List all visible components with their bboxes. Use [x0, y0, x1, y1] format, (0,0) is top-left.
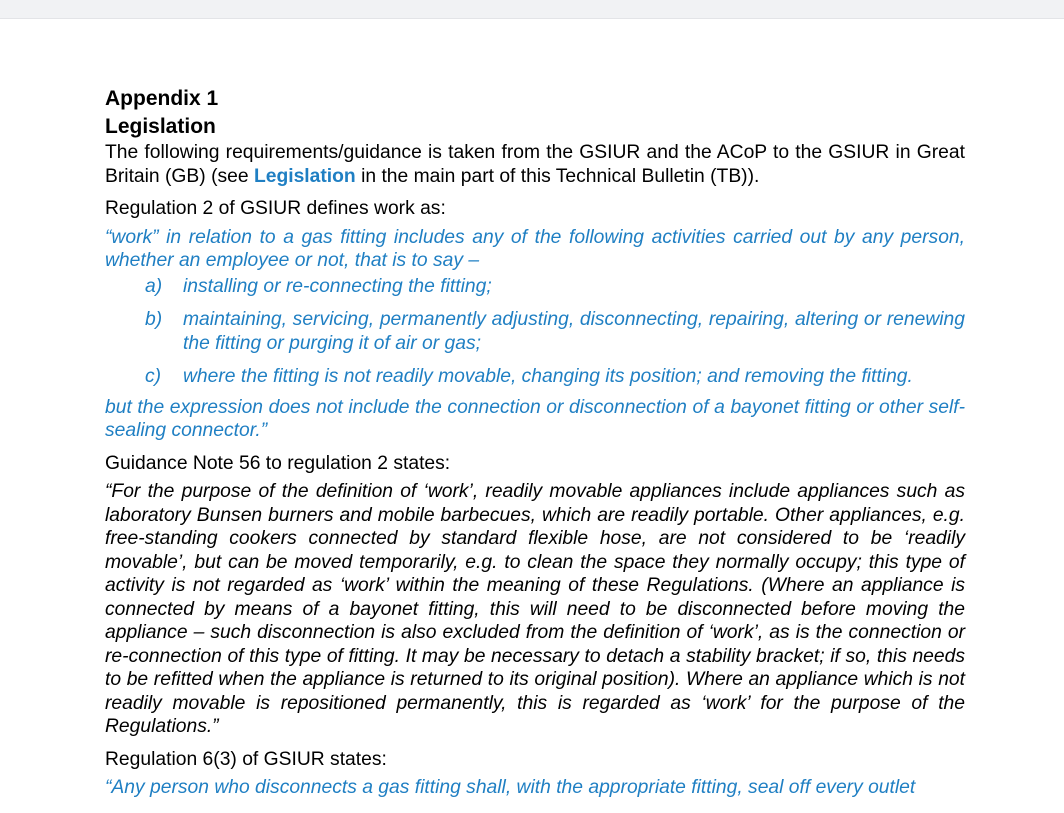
list-marker: b): [145, 309, 163, 330]
reg2-tail: but the expression does not include the connection or disconnection of a bayonet fitting or other self-sealing connector.”: [105, 396, 965, 441]
reg6-quote: “Any person who disconnects a gas fitting shall, with the appropriate fitting, seal off every outlet: [105, 777, 916, 798]
list-item: [105, 275, 965, 299]
viewer-toolbar: [0, 0, 1064, 19]
reg2-heading: Regulation 2 of GSIUR defines work as:: [105, 198, 446, 219]
list-item: [105, 308, 965, 355]
legislation-link[interactable]: Legislation: [253, 165, 356, 187]
list-marker: c): [145, 366, 162, 387]
list-item-text: installing or re-connecting the fitting;: [183, 275, 492, 297]
guidance-heading: Guidance Note 56 to regulation 2 states:: [105, 452, 451, 474]
appendix-heading: Appendix 1: [105, 87, 219, 110]
intro-text-2: in the main part of this Technical Bulletin (TB)).: [355, 165, 760, 187]
list-item: [105, 365, 965, 389]
reg2-quote: “work” in relation to a gas fitting includes any of the following activities carried out by any person, whether an employee or not, that is to say –: [105, 226, 965, 271]
list-marker: a): [145, 275, 163, 297]
document-page: [0, 19, 1064, 813]
reg2-list: [105, 275, 965, 389]
intro-paragraph: [105, 141, 965, 188]
guidance-quote: “For the purpose of the definition of ‘work’, readily movable appliances include appliances such as laboratory Bunsen burners and mobile barbecues, which are readily portable. Other appliances, e.g. free-standing cookers connected by standard flexible hose, are not considered to be ‘readily movable’, but can be moved temporarily, e.g. to clean the space they normally occupy; this type of activity is not regarded as ‘work’ within the meaning of these Regulations. (Where an appliance is connected by means of a bayonet fitting, this will need to be disconnected before moving the appliance – such disconnection is also excluded from the definition of ‘work’, as is the connection or re-connection of this type of fitting. It may be necessary to detach a stability bracket; if so, this needs to be refitted when the appliance is returned to its original position). Where an appliance which is not readily movable is repositioned permanently, this is regarded as ‘work’ for the purpose of the Regulations.”: [105, 481, 965, 737]
list-item-text: maintaining, servicing, permanently adjusting, disconnecting, repairing, altering or renewing the fitting or purging it of air or gas;: [183, 309, 965, 354]
list-item-text: where the fitting is not readily movable, changing its position; and removing the fitting.: [183, 366, 913, 387]
section-title: Legislation: [105, 115, 216, 138]
reg6-heading: Regulation 6(3) of GSIUR states:: [105, 748, 387, 770]
page-content: [105, 85, 965, 800]
intro-text-1: The following requirements/guidance is taken from the GSIUR and the ACoP to the GSIUR in Great Britain (GB) (see: [105, 142, 965, 187]
